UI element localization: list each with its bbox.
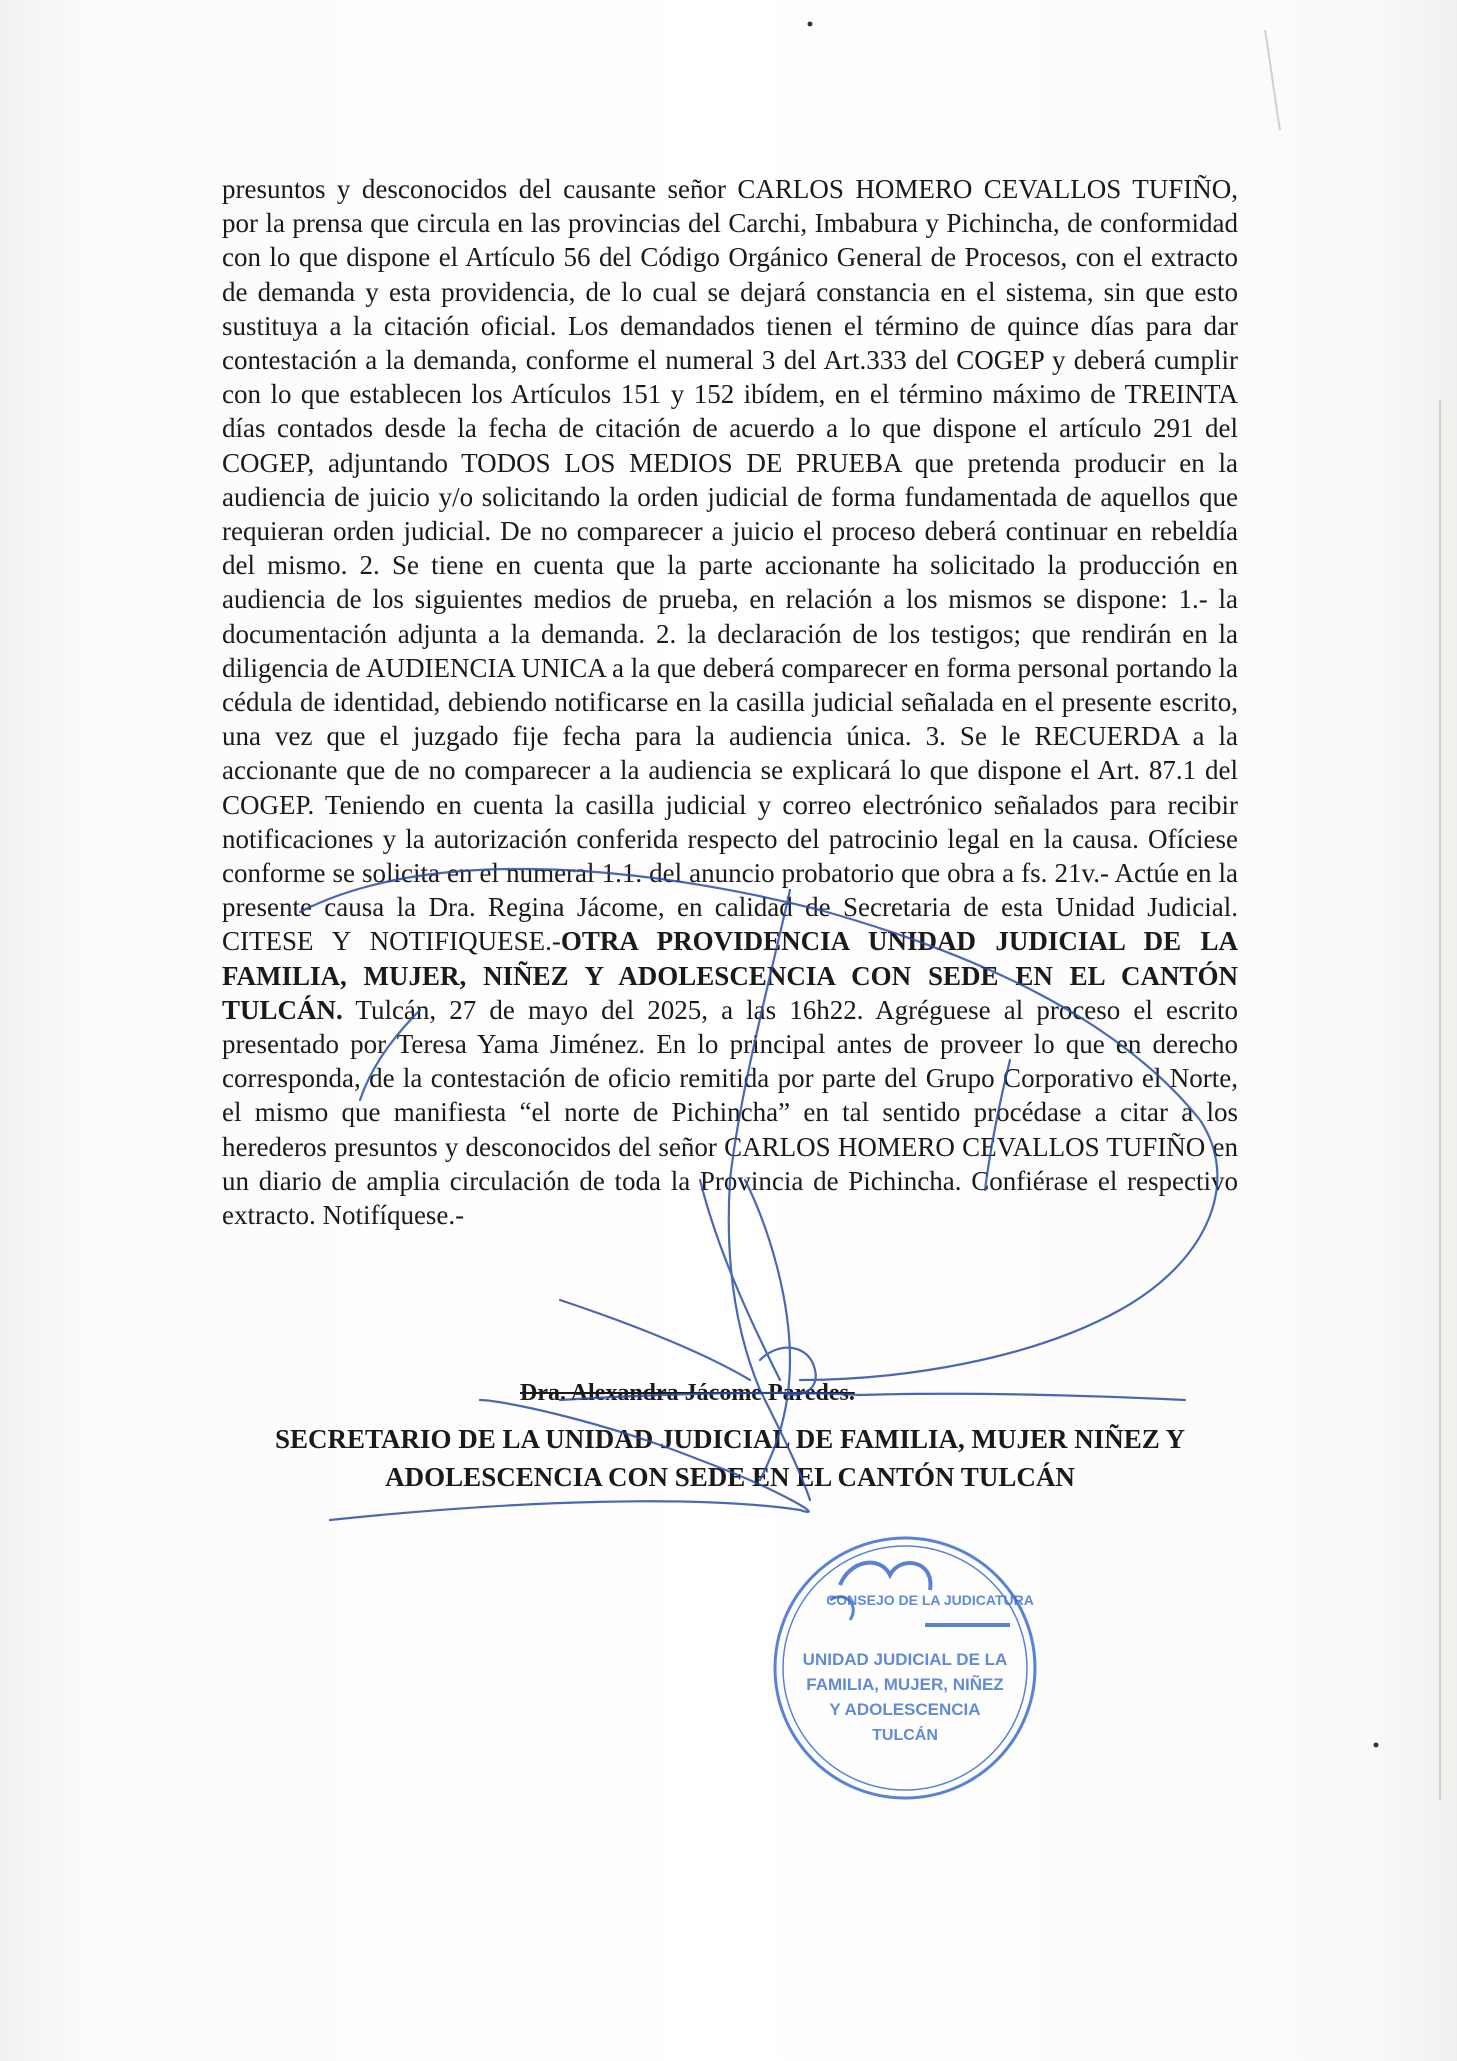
stamp-line-2: FAMILIA, MUJER, NIÑEZ: [806, 1675, 1004, 1694]
signatory-title: [240, 1420, 1220, 1496]
signatory-name: Dra. Alexandra Jácome Paredes.: [520, 1380, 855, 1406]
official-stamp-icon: [775, 1538, 1035, 1798]
signatory-title-line-1: SECRETARIO DE LA UNIDAD JUDICIAL DE FAMILIA, MUJER NIÑEZ Y: [274, 1424, 1186, 1454]
body-segment-1: presuntos y desconocidos del causante señor CARLOS HOMERO CEVALLOS TUFIÑO, por la prensa que circula en las provincias del Carchi, Imbabura y Pichincha, de conformidad con lo que dispone el Artículo 56 del Código Orgánico General de Procesos, con el extracto de demanda y esta providencia, de lo cual se dejará constancia en el sistema, sin que esto sustituya a la citación oficial. Los demandados tienen el término de quince días para dar contestación a la demanda, conforme el numeral 3 del Art.333 del COGEP y deberá cumplir con lo que establecen los Artículos 151 y 152 ibídem, en el término máximo de TREINTA días contados desde la fecha de citación de acuerdo a lo que dispone el artículo 291 del COGEP, adjuntando TODOS LOS MEDIOS DE PRUEBA que pretenda producir en la audiencia de juicio y/o solicitando la orden judicial de forma fundamentada de aquellos que requieran orden judicial. De no comparecer a juicio el proceso deberá continuar en rebeldía del mismo. 2. Se tiene en cuenta que la parte accionante ha solicitado la producción en audiencia de los siguientes medios de prueba, en relación a los mismos se dispone: 1.- la documentación adjunta a la demanda. 2. la declaración de los testigos; que rendirán en la diligencia de AUDIENCIA UNICA a la que deberá comparecer en forma personal portando la cédula de identidad, debiendo notificarse en la casilla judicial señalada en el presente escrito, una vez que el juzgado fije fecha para la audiencia única. 3. Se le RECUERDA a la accionante que de no comparecer a la audiencia se explicará lo que dispone el Art. 87.1 del COGEP. Teniendo en cuenta la casilla judicial y correo electrónico señalados para recibir notificaciones y la autorización conferida respecto del patrocinio legal en la causa. Ofíciese conforme se solicita en el numeral 1.1. del anuncio probatorio que obra a fs. 21v.- Actúe en la presente causa la Dra. Regina Jácome, en calidad de Secretaria de esta Unidad Judicial. CITESE Y NOTIFIQUESE.-: [222, 174, 1238, 957]
stamp-line-4: TULCÁN: [872, 1727, 938, 1744]
signatory-title-line-2: ADOLESCENCIA CON SEDE EN EL CANTÓN TULCÁN: [385, 1462, 1075, 1492]
body-segment-2-bold: OTRA PROVIDENCIA UNIDAD JUDICIAL DE LA FAMILIA, MUJER, NIÑEZ Y ADOLESCENCIA CON SEDE EN EL CANTÓN TULCÁN.: [222, 926, 1238, 1025]
body-paragraph: [222, 172, 1238, 1232]
body-segment-3: Tulcán, 27 de mayo del 2025, a las 16h22. Agréguese al proceso el escrito presentado por Teresa Yama Jiménez. En lo principal antes de proveer lo que en derecho corresponda, de la contestación de oficio remitida por parte del Grupo Corporativo el Norte, el mismo que manifiesta “el norte de Pichincha” en tal sentido procédase a citar a los herederos presuntos y desconocidos del señor CARLOS HOMERO CEVALLOS TUFIÑO en un diario de amplia circulación de toda la Provincia de Pichincha. Confiérase el respectivo extracto. Notifíquese.-: [222, 994, 1238, 1231]
page-edge-marks-icon: [1265, 30, 1440, 1800]
stamp-line-1: UNIDAD JUDICIAL DE LA: [802, 1650, 1008, 1669]
stamp-line-3: Y ADOLESCENCIA: [829, 1700, 981, 1719]
stamp-top-text: CONSEJO DE LA JUDICATURA: [826, 1592, 1034, 1608]
stamp-text-icon: [803, 1592, 1034, 1744]
